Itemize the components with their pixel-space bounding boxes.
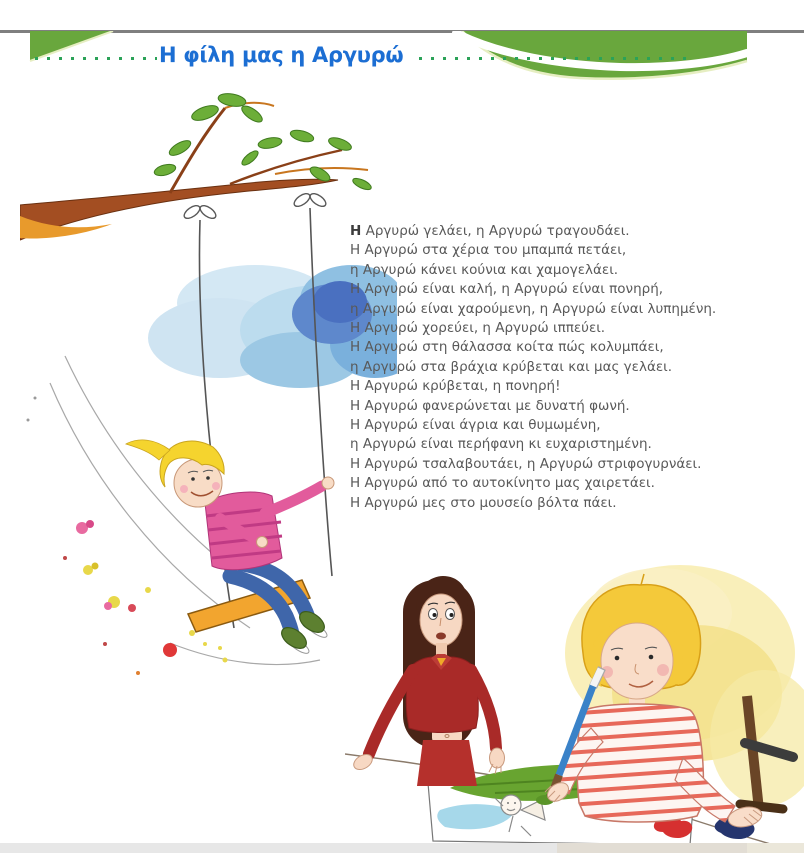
flower-petals	[27, 397, 228, 676]
poem-line: Η Αργυρώ κρύβεται, η πονηρή!	[350, 378, 561, 395]
footer-band	[0, 843, 804, 853]
dotted-leader-right	[419, 57, 693, 60]
woman-skirt	[417, 740, 477, 786]
poem-line: Η Αργυρώ στη θάλασσα κοίτα πώς κολυμπάει,	[350, 339, 664, 356]
poem-line: Η Αργυρώ είναι άγρια και θυμωμένη,	[350, 417, 601, 434]
poem-line: Η Αργυρώ μες στο μουσείο βόλτα πάει.	[350, 494, 617, 511]
poem-line: η Αργυρώ κάνει κούνια και χαμογελάει.	[350, 261, 619, 278]
poem-line: η Αργυρώ είναι περήφανη κι ευχαριστημένη.	[350, 436, 652, 453]
poem-line: Η Αργυρώ τσαλαβουτάει, η Αργυρώ στριφογυρνάει.	[350, 455, 702, 472]
woman	[351, 576, 504, 786]
poem-line: η Αργυρώ στα βράχια κρύβεται και μας γελάει.	[350, 358, 673, 375]
leaves	[153, 92, 373, 192]
poem-text	[350, 222, 790, 513]
page-title: Η φίλη μας η Αργυρώ	[159, 43, 404, 67]
poem-line: η Αργυρώ είναι χαρούμενη, η Αργυρώ είναι λυπημένη.	[350, 300, 717, 317]
poem-line: Η Αργυρώ είναι καλή, η Αργυρώ είναι πονηρή,	[350, 281, 664, 298]
poem-line: Η Αργυρώ από το αυτοκίνητο μας χαιρετάει.	[350, 475, 655, 492]
poem-lead-letter: Η	[350, 223, 362, 239]
poem-line: Η Αργυρώ γελάει, η Αργυρώ τραγουδάει.	[350, 223, 630, 239]
poem-line: Η Αργυρώ χορεύει, η Αργυρώ ιππεύει.	[350, 320, 606, 337]
painting-illustration	[345, 558, 804, 843]
poem-line: Η Αργυρώ φανερώνεται με δυνατή φωνή.	[350, 397, 630, 414]
poem-line: Η Αργυρώ στα χέρια του μπαμπά πετάει,	[350, 242, 627, 259]
dotted-leader-left	[35, 57, 157, 60]
